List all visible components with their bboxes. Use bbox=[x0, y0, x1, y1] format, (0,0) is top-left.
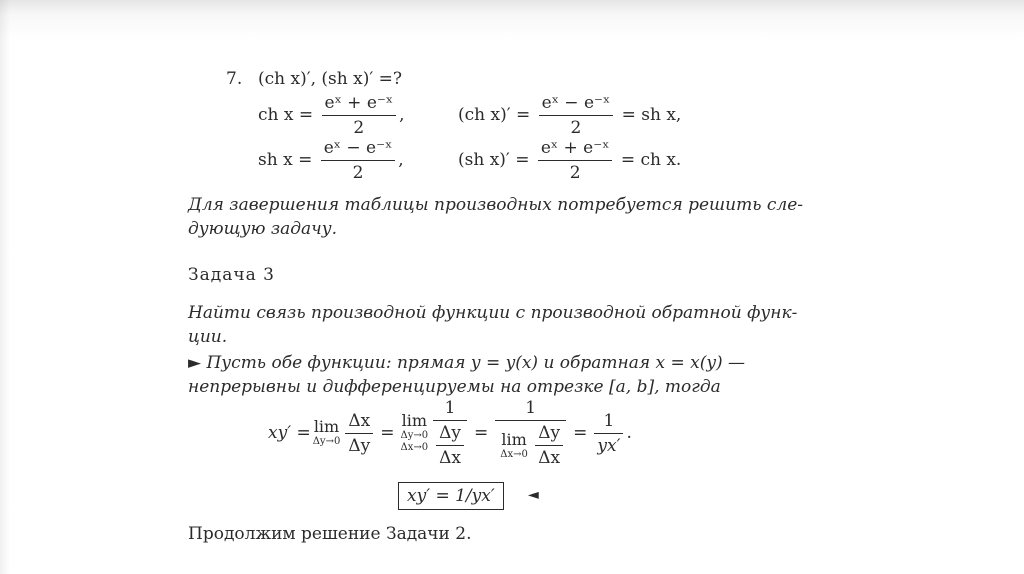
fraction-1-denominator: Δy bbox=[345, 433, 373, 457]
inner-fraction-numerator: Δy bbox=[439, 423, 461, 443]
paragraph-line-1: Для завершения таблицы производных потребуется решить сле- bbox=[188, 195, 804, 215]
fraction-dx-dy bbox=[345, 410, 373, 457]
proof-text-1: Пусть обе функции: прямая y = y(x) и обратная x = x(y) — bbox=[206, 353, 746, 373]
left-shadow bbox=[0, 0, 10, 574]
sh-definition bbox=[258, 137, 404, 184]
limit-1 bbox=[313, 418, 341, 448]
sh-derivative-result: = ch x. bbox=[620, 150, 682, 170]
formula-lhs: xy′ = bbox=[268, 423, 311, 443]
ch-numerator: eˣ + e⁻ˣ bbox=[324, 93, 394, 113]
formula-end: . bbox=[626, 423, 632, 443]
limit-2 bbox=[400, 412, 428, 454]
ch-derivative-lhs: (ch x)′ = bbox=[458, 105, 531, 125]
sh-derivative-fraction bbox=[538, 137, 613, 184]
ch-definition bbox=[258, 92, 404, 139]
ch-tail: , bbox=[399, 105, 405, 125]
ch-derivative-fraction bbox=[539, 92, 614, 139]
ch-derivative bbox=[458, 92, 681, 139]
fraction-3-denominator bbox=[495, 420, 566, 469]
ch-fraction bbox=[322, 92, 397, 139]
limit-3 bbox=[500, 431, 528, 461]
limit-1-word: lim bbox=[313, 417, 340, 436]
ch-lhs: ch x = bbox=[258, 105, 314, 125]
limit-1-subscript: Δy→0 bbox=[312, 436, 341, 447]
inverse-derivative-formula bbox=[268, 398, 632, 468]
top-shadow bbox=[0, 0, 1024, 44]
limit-3-fraction-denominator: Δx bbox=[535, 445, 563, 469]
sh-denominator: 2 bbox=[321, 160, 396, 184]
limit-3-fraction bbox=[535, 422, 563, 469]
ch-derivative-numerator: eˣ − e⁻ˣ bbox=[541, 93, 611, 113]
equals-1: = bbox=[380, 423, 395, 443]
limit-3-fraction-numerator: Δy bbox=[538, 423, 561, 443]
inner-fraction-denominator: Δx bbox=[436, 445, 464, 469]
limit-2-word: lim bbox=[401, 411, 427, 430]
fraction-2-numerator: 1 bbox=[444, 398, 456, 418]
fraction-one-over-yx bbox=[594, 410, 623, 457]
fraction-4-denominator: yx′ bbox=[594, 433, 623, 457]
proof-line-2: непрерывны и дифференцируемы на отрезке [a, b], тогда bbox=[188, 377, 721, 397]
fraction-2-denominator bbox=[433, 420, 467, 469]
task-heading: Задача 3 bbox=[188, 265, 275, 285]
fraction-one-over-limit bbox=[495, 397, 566, 469]
task-statement-line-2: ции. bbox=[188, 327, 228, 347]
closing-text: Продолжим решение Задачи 2. bbox=[188, 524, 472, 544]
limit-2-subscript-1: Δy→0 bbox=[400, 430, 429, 441]
fraction-one-over-ratio bbox=[433, 397, 467, 469]
sh-derivative-denominator: 2 bbox=[538, 160, 613, 184]
ch-derivative-denominator: 2 bbox=[539, 115, 614, 139]
sh-derivative bbox=[458, 137, 681, 184]
equals-2: = bbox=[473, 423, 489, 443]
limit-2-subscript-2: Δx→0 bbox=[400, 442, 429, 453]
proof-line-1 bbox=[188, 352, 745, 374]
sh-lhs: sh x = bbox=[258, 150, 313, 170]
item-number: 7. bbox=[226, 69, 243, 89]
limit-3-subscript: Δx→0 bbox=[500, 448, 528, 460]
sh-derivative-lhs: (sh x)′ = bbox=[458, 150, 530, 170]
equals-3: = bbox=[573, 423, 588, 443]
boxed-result: xy′ = 1/yx′ bbox=[398, 482, 504, 510]
paragraph-line-2: дующую задачу. bbox=[188, 219, 338, 239]
fraction-3-numerator: 1 bbox=[525, 398, 537, 418]
task-statement-line-1: Найти связь производной функции с производной обратной функ- bbox=[188, 303, 798, 323]
item-7-number bbox=[226, 68, 242, 90]
sh-numerator: eˣ − e⁻ˣ bbox=[323, 138, 393, 158]
item-7-question: (ch x)′, (sh x)′ =? bbox=[258, 69, 402, 89]
fraction-1-numerator: Δx bbox=[348, 410, 371, 431]
limit-3-word: lim bbox=[501, 429, 527, 449]
fraction-4-numerator: 1 bbox=[603, 410, 615, 431]
proof-start-marker: ► bbox=[188, 353, 202, 373]
inner-fraction-dy-dx bbox=[436, 422, 464, 469]
ch-derivative-result: = sh x, bbox=[621, 105, 682, 125]
sh-tail: , bbox=[398, 150, 404, 170]
proof-end-marker: ◄ bbox=[528, 487, 539, 503]
ch-denominator: 2 bbox=[322, 115, 397, 139]
sh-derivative-numerator: eˣ + e⁻ˣ bbox=[540, 138, 610, 158]
sh-fraction bbox=[321, 137, 396, 184]
